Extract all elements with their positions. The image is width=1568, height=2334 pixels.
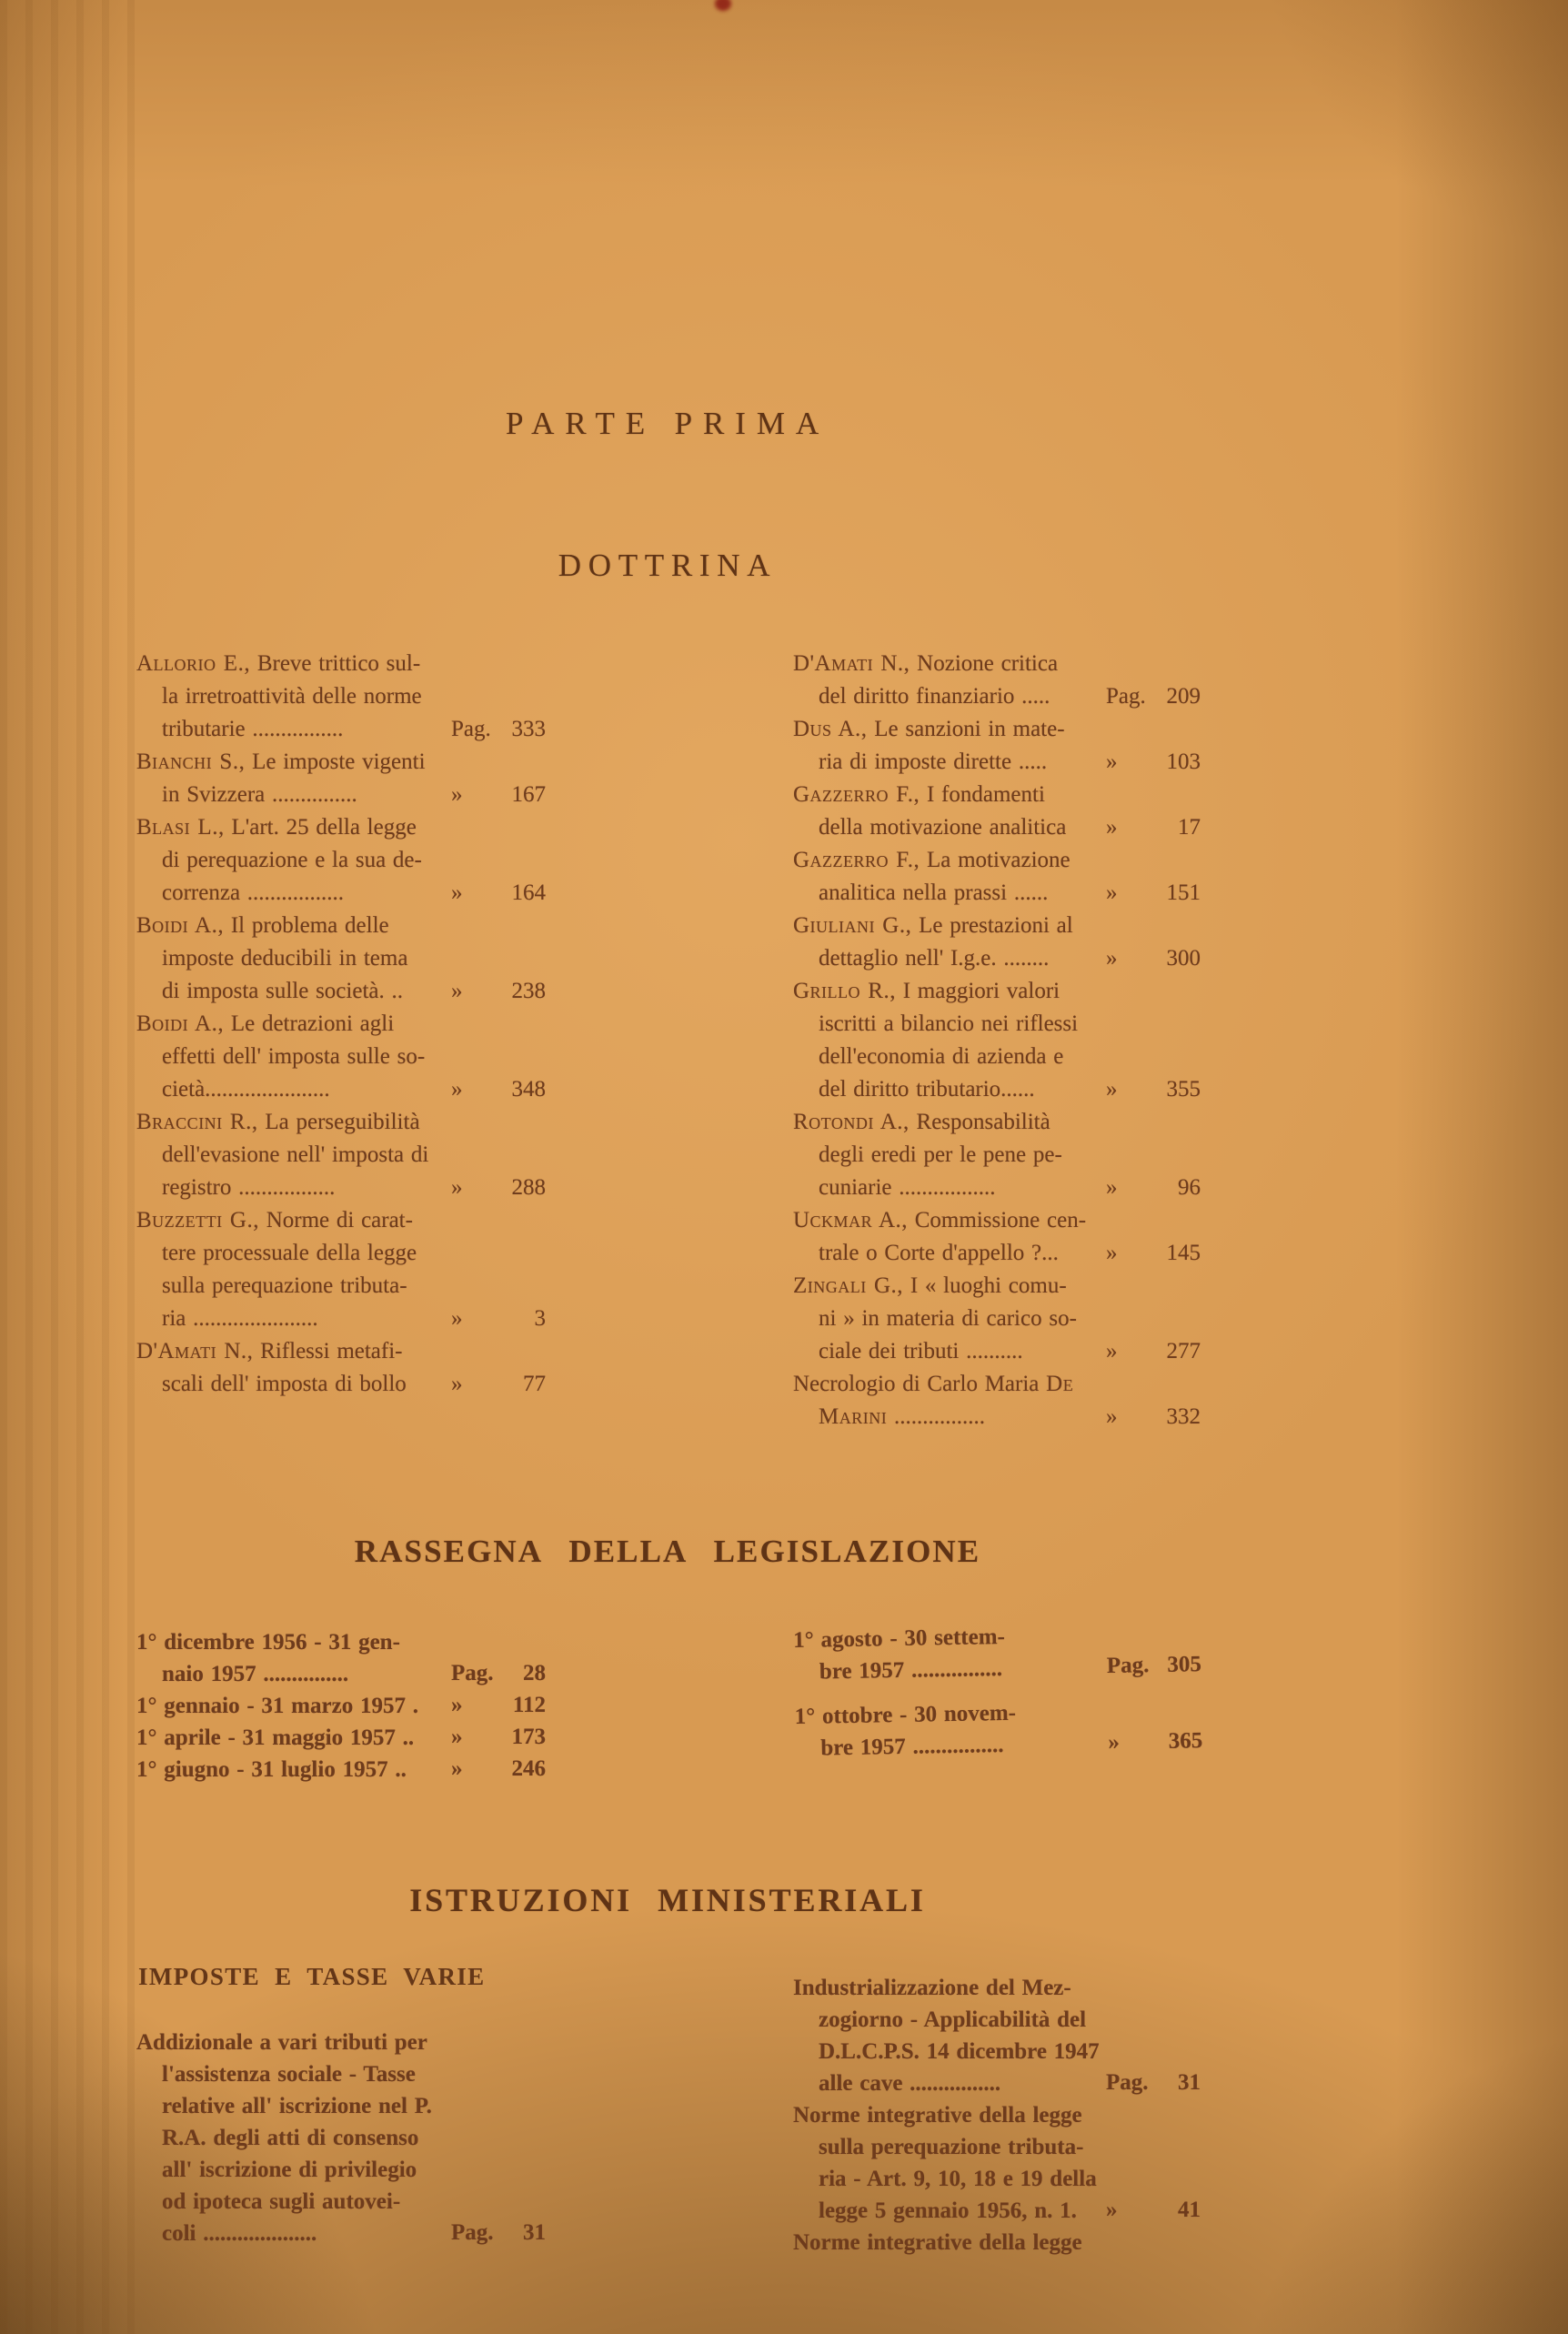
author-name: Gazzerro F., xyxy=(793,782,920,807)
page-ref-label: » xyxy=(1106,815,1118,840)
page-ref xyxy=(1106,2194,1201,2227)
entry-text: Riflessi metafi- xyxy=(253,1339,403,1363)
page-ref-label: Pag. xyxy=(451,1661,494,1685)
entry-text: bre 1957 ................ xyxy=(819,1655,1003,1685)
entry-line xyxy=(793,2163,1101,2195)
page-ref-label: Pag. xyxy=(1106,684,1146,709)
entry-line xyxy=(136,1106,446,1139)
page-number: 277 xyxy=(1166,1339,1201,1363)
page-ref-label: » xyxy=(451,880,463,905)
entry-text: Necrologio di Carlo Maria xyxy=(793,1372,1047,1396)
entry-text: l'assistenza sociale - Tasse xyxy=(162,2062,416,2087)
toc-entry xyxy=(793,844,1201,910)
page-ref-label: » xyxy=(1106,2198,1118,2222)
page-ref xyxy=(1106,1073,1201,1106)
page-ref-label: » xyxy=(1106,1175,1118,1200)
entry-text: dell'economia di azienda e xyxy=(819,1044,1064,1069)
entry-text: Nozione critica xyxy=(910,651,1059,676)
entry-line xyxy=(793,1303,1101,1335)
toc-entry xyxy=(793,779,1201,844)
entry-line xyxy=(136,1658,446,1690)
entry-line xyxy=(793,910,1101,942)
entry-line xyxy=(794,1651,1102,1688)
page-ref xyxy=(1106,680,1201,713)
entry-line xyxy=(793,2004,1101,2036)
entry-line xyxy=(136,1139,446,1172)
entry-line xyxy=(136,844,446,877)
page-number: 365 xyxy=(1168,1728,1203,1754)
entry-text: di imposta sulle società. .. xyxy=(162,979,403,1003)
author-name: Buzzetti G., xyxy=(136,1208,259,1232)
entry-line xyxy=(793,1073,1101,1106)
entry-line xyxy=(793,1008,1101,1041)
entry-text: effetti dell' imposta sulle so- xyxy=(162,1044,426,1069)
entry-line xyxy=(793,1401,1101,1434)
page-ref xyxy=(451,1172,546,1204)
page-ref xyxy=(451,1368,546,1401)
entry-text: Norme di carat- xyxy=(258,1208,413,1232)
entry-text: 1° agosto - 30 settem- xyxy=(793,1624,1006,1653)
entry-line xyxy=(794,1695,1102,1733)
entry-text: scali dell' imposta di bollo xyxy=(162,1372,407,1396)
entry-text: della motivazione analitica xyxy=(819,815,1067,840)
page-ref-label: » xyxy=(1106,1404,1118,1429)
istruzioni-left-column xyxy=(136,2027,546,2249)
toc-entry xyxy=(793,1106,1201,1204)
page-number: 103 xyxy=(1166,749,1201,774)
entry-text: registro ................. xyxy=(162,1175,336,1200)
page-ref-label: » xyxy=(451,1693,463,1717)
author-name: Giuliani G., xyxy=(793,913,912,938)
entry-text: cuniarie ................. xyxy=(819,1175,996,1200)
author-name: Gazzerro F., xyxy=(793,848,920,872)
author-name: Bianchi S., xyxy=(136,749,246,774)
entry-line xyxy=(793,942,1101,975)
entry-text: ria ...................... xyxy=(162,1306,318,1331)
entry-line xyxy=(793,680,1101,713)
author-name: D'Amati N., xyxy=(136,1339,254,1363)
entry-text: I « luoghi comu- xyxy=(903,1273,1067,1298)
page-number: 28 xyxy=(523,1661,546,1685)
entry-text: ................ xyxy=(887,1404,985,1429)
toc-entry xyxy=(136,648,546,746)
page-number: 164 xyxy=(511,880,546,905)
page-ref-label: » xyxy=(1106,749,1118,774)
toc-entry xyxy=(794,1694,1202,1765)
entry-line xyxy=(793,1106,1101,1139)
toc-entry xyxy=(136,1754,546,1786)
entry-text: in Svizzera ............... xyxy=(162,782,357,807)
entry-line xyxy=(136,1722,446,1754)
page-number: 151 xyxy=(1166,880,1201,905)
page-number: 355 xyxy=(1166,1077,1201,1102)
toc-entry xyxy=(136,1106,546,1204)
page-ref xyxy=(451,1303,546,1335)
entry-line xyxy=(793,713,1101,746)
page-ref xyxy=(451,779,546,811)
toc-entry xyxy=(793,2227,1201,2259)
author-name: Grillo R., xyxy=(793,979,896,1003)
entry-text: la irretroattività delle norme xyxy=(162,684,422,709)
toc-entry xyxy=(793,1270,1201,1368)
page-ref xyxy=(451,713,546,746)
page-number: 167 xyxy=(511,782,546,807)
entry-line xyxy=(793,1139,1101,1172)
page-ref-label: Pag. xyxy=(1106,2070,1149,2095)
entry-text: zogiorno - Applicabilità del xyxy=(819,2007,1087,2032)
entry-text: di perequazione e la sua de- xyxy=(162,848,422,872)
author-name: Marini xyxy=(819,1404,888,1429)
author-name: Dus A., xyxy=(793,717,868,741)
toc-entry xyxy=(793,1972,1201,2099)
entry-text: Le imposte vigenti xyxy=(245,749,426,774)
entry-line xyxy=(793,1172,1101,1204)
entry-line xyxy=(136,746,446,779)
entry-text: all' iscrizione di privilegio xyxy=(162,2158,417,2182)
entry-text: correnza ................. xyxy=(162,880,345,905)
entry-text: od ipoteca sugli autovei- xyxy=(162,2189,401,2214)
entry-line xyxy=(793,1204,1101,1237)
entry-line xyxy=(136,648,446,680)
entry-text: ni » in materia di carico so- xyxy=(819,1306,1077,1331)
page-ref-label: Pag. xyxy=(451,2220,494,2245)
author-name: Braccini R., xyxy=(136,1110,258,1134)
entry-text: del diritto tributario...... xyxy=(819,1077,1035,1102)
entry-text: naio 1957 ............... xyxy=(162,1662,349,1686)
entry-line xyxy=(793,1270,1101,1303)
page-ref-label: » xyxy=(451,1306,463,1331)
entry-text: trale o Corte d'appello ?... xyxy=(819,1241,1059,1265)
entry-line xyxy=(793,1041,1101,1073)
page-number: 112 xyxy=(512,1693,546,1717)
entry-text: analitica nella prassi ...... xyxy=(819,880,1049,905)
entry-line xyxy=(136,1008,446,1041)
entry-line xyxy=(793,2131,1101,2163)
page-number: 288 xyxy=(511,1175,546,1200)
page-ref xyxy=(1106,1237,1201,1270)
page-ref-label: » xyxy=(1108,1729,1121,1755)
entry-line xyxy=(793,2195,1101,2227)
toc-entry xyxy=(793,910,1201,975)
page-ref xyxy=(451,1657,546,1690)
page-ref xyxy=(1107,1648,1202,1683)
entry-text: 1° aprile - 31 maggio 1957 .. xyxy=(136,1725,415,1750)
page-ref-label: » xyxy=(451,1175,463,1200)
entry-line xyxy=(136,680,446,713)
entry-line xyxy=(793,877,1101,910)
entry-line xyxy=(793,2036,1101,2067)
page-ref-label: » xyxy=(451,1077,463,1102)
dottrina-right-column xyxy=(793,648,1201,1434)
author-name: Boidi A., xyxy=(136,913,225,938)
page-ref xyxy=(1106,877,1201,910)
author-name: Allorio E., xyxy=(136,651,251,676)
entry-line xyxy=(136,2058,446,2090)
entry-line xyxy=(136,1754,446,1786)
page-ref xyxy=(451,877,546,910)
entry-line xyxy=(793,844,1101,877)
entry-text: I fondamenti xyxy=(920,782,1045,807)
page-ref-label: Pag. xyxy=(1106,1653,1150,1678)
entry-line xyxy=(136,1172,446,1204)
page-number: 300 xyxy=(1166,946,1201,971)
dottrina-left-column xyxy=(136,648,546,1401)
entry-line xyxy=(793,1368,1101,1401)
page-ref-label: » xyxy=(451,1372,463,1396)
author-name: D'Amati N., xyxy=(793,651,910,676)
entry-line xyxy=(136,1626,446,1658)
entry-line xyxy=(793,2227,1101,2259)
entry-line xyxy=(793,975,1101,1008)
entry-text: Le sanzioni in mate- xyxy=(867,717,1065,741)
entry-line xyxy=(136,1237,446,1270)
red-ink-mark xyxy=(715,0,731,11)
page-ref-label: » xyxy=(1106,1077,1118,1102)
entry-text: del diritto finanziario ..... xyxy=(819,684,1050,709)
entry-line xyxy=(136,2090,446,2122)
page-number: 173 xyxy=(511,1725,546,1749)
entry-line xyxy=(793,2099,1101,2131)
entry-line xyxy=(793,779,1101,811)
page-number: 31 xyxy=(523,2220,546,2245)
toc-entry xyxy=(136,1722,546,1754)
page-ref xyxy=(1106,1335,1201,1368)
toc-entry xyxy=(793,1617,1201,1688)
entry-text: tere processuale della legge xyxy=(162,1241,417,1265)
toc-entry xyxy=(136,811,546,910)
entry-text: legge 5 gennaio 1956, n. 1. xyxy=(819,2198,1077,2223)
imposte-subheading: IMPOSTE E TASSE VARIE xyxy=(138,1963,486,1990)
toc-entry xyxy=(136,746,546,811)
page-number: 41 xyxy=(1178,2198,1201,2222)
entry-text: Norme integrative della legge xyxy=(793,2230,1082,2255)
entry-text: R.A. degli atti di consenso xyxy=(162,2126,419,2150)
page-number: 333 xyxy=(511,717,546,741)
page-ref xyxy=(1106,1172,1201,1204)
entry-line xyxy=(793,1972,1101,2004)
author-name: Boidi A., xyxy=(136,1011,225,1036)
entry-text: coli .................... xyxy=(162,2221,317,2246)
entry-text: Commissione cen- xyxy=(908,1208,1087,1232)
author-name: Uckmar A., xyxy=(793,1208,908,1232)
entry-text: Norme integrative della legge xyxy=(793,2103,1082,2128)
entry-line xyxy=(136,1335,446,1368)
entry-line xyxy=(136,1041,446,1073)
entry-text: Responsabilità xyxy=(909,1110,1050,1134)
entry-text: D.L.C.P.S. 14 dicembre 1947 xyxy=(819,2039,1100,2064)
entry-line xyxy=(136,1368,446,1401)
page-ref xyxy=(1106,746,1201,779)
toc-entry xyxy=(136,910,546,1008)
entry-text: dettaglio nell' I.g.e. ........ xyxy=(819,946,1050,971)
page-ref xyxy=(1106,942,1201,975)
page-ref xyxy=(1106,811,1201,844)
entry-text: relative all' iscrizione nel P. xyxy=(162,2094,432,2118)
entry-text: sulla perequazione tributa- xyxy=(162,1273,407,1298)
toc-entry xyxy=(793,648,1201,713)
entry-line xyxy=(136,1303,446,1335)
page-number: 77 xyxy=(523,1372,546,1396)
dottrina-heading: DOTTRINA xyxy=(558,548,778,583)
page-ref-label: » xyxy=(451,979,463,1003)
page-number: 96 xyxy=(1178,1175,1201,1200)
rassegna-left-column xyxy=(136,1626,546,1786)
toc-entry xyxy=(136,1690,546,1722)
page-ref xyxy=(451,1689,546,1722)
page-ref xyxy=(451,2217,546,2249)
page-ref-label: » xyxy=(1106,880,1118,905)
toc-entry xyxy=(793,975,1201,1106)
page-number: 145 xyxy=(1166,1241,1201,1265)
entry-line xyxy=(136,1690,446,1722)
page-ref xyxy=(1108,1725,1203,1759)
page-ref-label: » xyxy=(1106,1339,1118,1363)
page-number: 31 xyxy=(1178,2070,1201,2095)
rassegna-right-column xyxy=(793,1617,1203,1765)
entry-text: 1° giugno - 31 luglio 1957 .. xyxy=(136,1757,407,1782)
page-ref xyxy=(451,1721,546,1754)
page-number: 209 xyxy=(1166,684,1201,709)
entry-text: ria di imposte dirette ..... xyxy=(819,749,1048,774)
entry-text: alle cave ................ xyxy=(819,2071,1001,2096)
entry-text: 1° gennaio - 31 marzo 1957 . xyxy=(136,1694,418,1718)
entry-line xyxy=(136,910,446,942)
entry-text: Il problema delle xyxy=(224,913,389,938)
entry-text: dell'evasione nell' imposta di xyxy=(162,1142,429,1167)
page-number: 3 xyxy=(534,1306,546,1331)
toc-entry xyxy=(136,1626,546,1690)
entry-text: La motivazione xyxy=(920,848,1070,872)
author-name: Zingali G., xyxy=(793,1273,904,1298)
entry-line xyxy=(793,1619,1101,1656)
page-number: 305 xyxy=(1167,1652,1202,1677)
rassegna-heading: RASSEGNA DELLA LEGISLAZIONE xyxy=(354,1534,981,1569)
entry-line xyxy=(136,877,446,910)
entry-line xyxy=(136,2027,446,2058)
page-ref-label: » xyxy=(451,1756,463,1781)
entry-text: L'art. 25 della legge xyxy=(224,815,417,840)
entry-text: ria - Art. 9, 10, 18 e 19 della xyxy=(819,2167,1097,2191)
page-number: 238 xyxy=(511,979,546,1003)
entry-line xyxy=(136,713,446,746)
toc-entry xyxy=(793,1368,1201,1434)
toc-entry xyxy=(793,2099,1201,2227)
entry-line xyxy=(136,942,446,975)
entry-text: iscritti a bilancio nei riflessi xyxy=(819,1011,1079,1036)
page-number: 348 xyxy=(511,1077,546,1102)
entry-line xyxy=(136,2218,446,2249)
entry-line xyxy=(136,2186,446,2218)
toc-entry xyxy=(136,2027,546,2249)
author-name: Blasi L., xyxy=(136,815,225,840)
entry-text: 1° ottobre - 30 novem- xyxy=(794,1700,1017,1729)
entry-text: Industrializzazione del Mez- xyxy=(793,1976,1071,2000)
page-ref-label: » xyxy=(1106,1241,1118,1265)
page-ref-label: Pag. xyxy=(451,717,491,741)
author-name: Rotondi A., xyxy=(793,1110,910,1134)
page-number: 332 xyxy=(1166,1404,1201,1429)
toc-entry xyxy=(136,1008,546,1106)
entry-line xyxy=(795,1727,1103,1765)
toc-entry xyxy=(136,1335,546,1401)
page-ref-label: » xyxy=(1106,946,1118,971)
page-number: 17 xyxy=(1178,815,1201,840)
entry-text: bre 1957 ................ xyxy=(820,1732,1004,1761)
entry-text: imposte deducibili in tema xyxy=(162,946,408,971)
istruzioni-right-column xyxy=(793,1972,1201,2259)
entry-text: Breve trittico sul- xyxy=(250,651,421,676)
entry-text: Le detrazioni agli xyxy=(224,1011,395,1036)
entry-line xyxy=(136,2122,446,2154)
entry-text: I maggiori valori xyxy=(895,979,1060,1003)
part-title: PARTE PRIMA xyxy=(505,406,830,441)
page-ref xyxy=(451,1753,546,1786)
page-ref-label: » xyxy=(451,782,463,807)
entry-line xyxy=(793,811,1101,844)
entry-line xyxy=(793,746,1101,779)
entry-line xyxy=(793,648,1101,680)
entry-line xyxy=(136,779,446,811)
entry-line xyxy=(136,811,446,844)
toc-entry xyxy=(793,1204,1201,1270)
entry-line xyxy=(136,975,446,1008)
entry-line xyxy=(793,2067,1101,2099)
page-ref xyxy=(1106,2067,1201,2099)
toc-entry xyxy=(136,1204,546,1335)
entry-line xyxy=(136,1204,446,1237)
entry-line xyxy=(793,1237,1101,1270)
entry-text: Addizionale a vari tributi per xyxy=(136,2030,427,2055)
page-number: 246 xyxy=(511,1756,546,1781)
entry-text: tributarie ................ xyxy=(162,717,344,741)
entry-text: ciale dei tributi .......... xyxy=(819,1339,1023,1363)
author-name: De xyxy=(1046,1372,1074,1396)
entry-line xyxy=(136,2154,446,2186)
entry-line xyxy=(136,1073,446,1106)
entry-text: cietà...................... xyxy=(162,1077,330,1102)
toc-entry xyxy=(793,713,1201,779)
page-ref xyxy=(451,1073,546,1106)
entry-text: degli eredi per le pene pe- xyxy=(819,1142,1062,1167)
entry-line xyxy=(136,1270,446,1303)
page-ref-label: » xyxy=(451,1725,463,1749)
page-ref xyxy=(451,975,546,1008)
entry-text: Le prestazioni al xyxy=(911,913,1073,938)
entry-line xyxy=(793,1335,1101,1368)
entry-text: La perseguibilità xyxy=(257,1110,420,1134)
page-ref xyxy=(1106,1401,1201,1434)
istruzioni-heading: ISTRUZIONI MINISTERIALI xyxy=(409,1882,926,1918)
entry-text: 1° dicembre 1956 - 31 gen- xyxy=(136,1630,400,1655)
entry-text: sulla perequazione tributa- xyxy=(819,2135,1084,2159)
